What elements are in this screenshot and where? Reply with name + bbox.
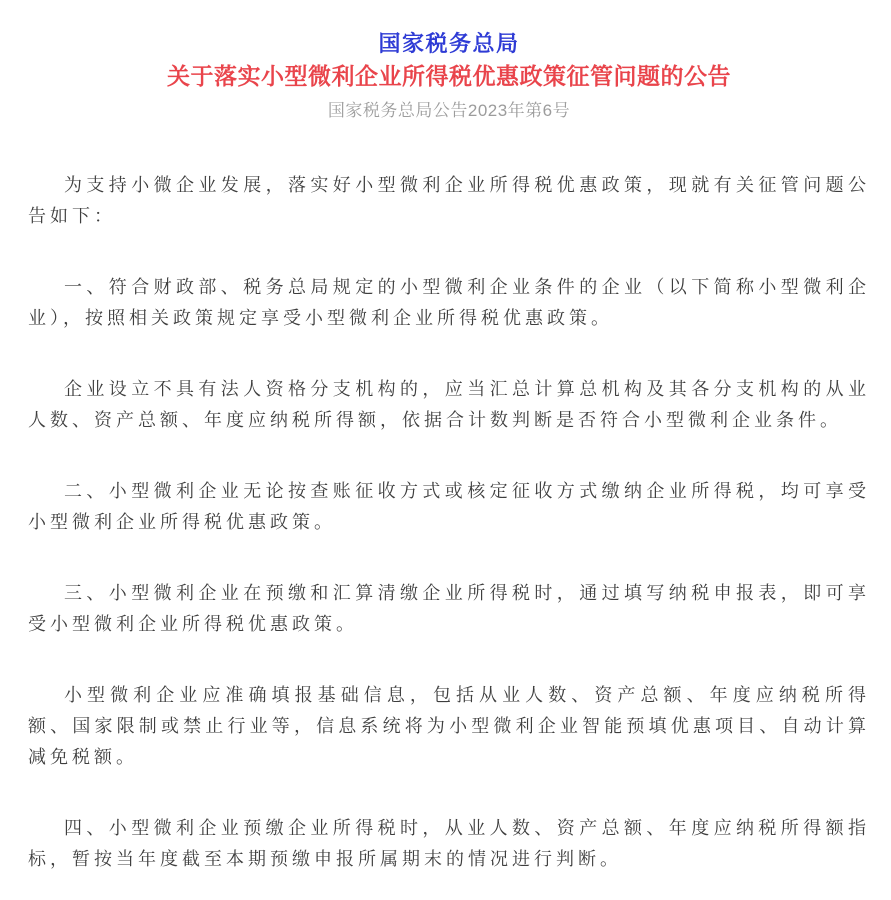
body-paragraph: 小型微利企业应准确填报基础信息，包括从业人数、资产总额、年度应纳税所得额、国家限制或禁止行业等，信息系统将为小型微利企业智能预填优惠项目、自动计算减免税额。: [28, 685, 870, 767]
announcement-body: [28, 170, 870, 875]
body-paragraph: 二、小型微利企业无论按查账征收方式或核定征收方式缴纳企业所得税，均可享受小型微利企业所得税优惠政策。: [28, 481, 870, 532]
body-paragraph: 三、小型微利企业在预缴和汇算清缴企业所得税时，通过填写纳税申报表，即可享受小型微利企业所得税优惠政策。: [28, 583, 870, 634]
announcement-header: [28, 33, 870, 120]
announcement-number: 国家税务总局公告2023年第6号: [327, 101, 571, 120]
issuing-agency-title: 国家税务总局: [378, 31, 520, 56]
announcement-title: 关于落实小型微利企业所得税优惠政策征管问题的公告: [167, 63, 731, 89]
body-paragraph: 一、符合财政部、税务总局规定的小型微利企业条件的企业（以下简称小型微利企业），按照相关政策规定享受小型微利企业所得税优惠政策。: [28, 277, 870, 328]
body-paragraph: 企业设立不具有法人资格分支机构的，应当汇总计算总机构及其各分支机构的从业人数、资产总额、年度应纳税所得额，依据合计数判断是否符合小型微利企业条件。: [28, 379, 870, 430]
body-paragraph: 四、小型微利企业预缴企业所得税时，从业人数、资产总额、年度应纳税所得额指标，暂按当年度截至本期预缴申报所属期末的情况进行判断。: [28, 818, 870, 869]
body-paragraph: 为支持小微企业发展，落实好小型微利企业所得税优惠政策，现就有关征管问题公告如下：: [28, 175, 870, 226]
